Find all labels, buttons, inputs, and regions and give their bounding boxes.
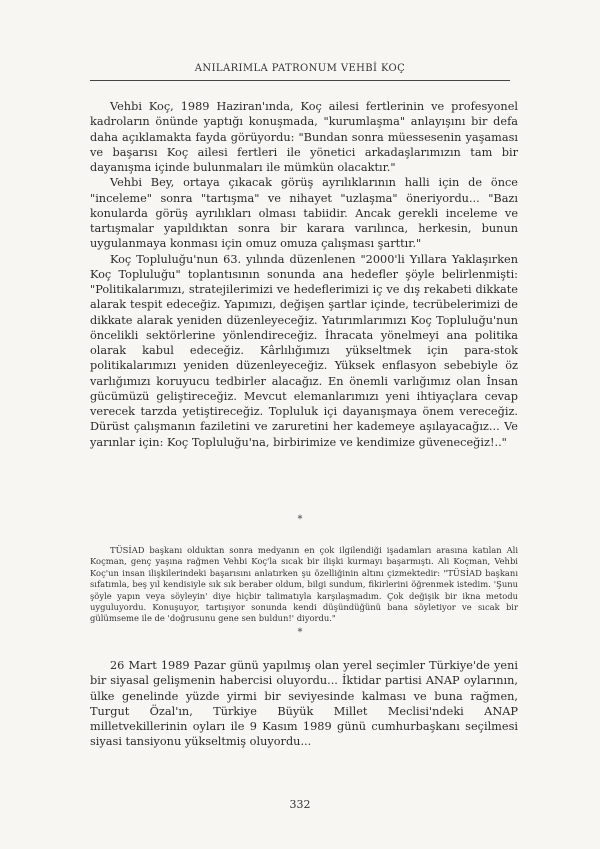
paragraph-3: Koç Topluluğu'nun 63. yılında düzenlenen "2000'li Yıllara Yaklaşırken Koç Topluluğu" toplantısının sonunda ana hedefler şöyle belirlenmişti: "Politikalarımızı, stratejilerimizi ve hedeflerimizi iç ve dış rekabeti dikkate alarak tespit edeceğiz. Yapımızı, değişen şartlar içinde, tecrübelerimizi de dikkate alarak yeniden düzenleyeceğiz. Yatırımlarımızı Koç Topluluğu'nun öncelikli sektörlerine yönlendireceğiz. İhracata yönelmeyi ana politika olarak kabul edeceğiz. Kârlılığımızı yükseltmek için para-stok politikalarımızı yeniden düzenleyeceğiz. Yüksek enflasyon sebebiyle öz varlığımızı koruyucu tedbirler alacağız. En önemli varlığımız olan İnsan gücümüzü geliştireceğiz. Mevcut elemanlarımızı yeni ihtiyaçlara cevap verecek tarzda yetiştireceğiz. Topluluk içi dayanışmaya önem vereceğiz. Dürüst çalışmanın faziletini ve zaruretini her kademeye aşılayacağız... Ve yarınlar için: Koç Topluluğu'na, birbirimize ve kendimize güveneceğiz!.." (90, 252, 518, 449)
main-text (90, 99, 518, 450)
section-separator: * (297, 514, 303, 525)
paragraph-1: Vehbi Koç, 1989 Haziran'ında, Koç ailesi fertlerinin ve profesyonel kadroların önünde yaptığı konuşmada, "kurumlaşma" anlayışını bir defa daha açıklamakta fayda görüyordu: "Bundan sonra müessesenin yaşaması ve başarısı Koç ailesi fertleri ile yönetici arkadaşlarımızın tam bir dayanışma içinde bulunmaları ile mümkün olacaktır." (90, 100, 518, 174)
running-header: ANILARIMLA PATRONUM VEHBİ KOÇ (194, 63, 406, 74)
page-number: 332 (289, 798, 311, 811)
section-separator: * (297, 627, 303, 638)
final-section (90, 658, 518, 750)
side-note-text: TÜSİAD başkanı olduktan sonra medyanın en çok ilgilendiği işadamları arasına katılan Ali Koçman, genç yaşına rağmen Vehbi Koç'la sıcak bir ilişki kurmayı başarmıştı. Ali Koçman, Vehbi Koç'un insan ilişkilerindeki başarısını anlatırken şu özelliğinin altını çizmektedir: "TÜSİAD başkanı sıfatımla, beş yıl kendisiyle sık sık beraber oldum, bilgi sundum, fikirlerini öğrenmek istedim. 'Şunu şöyle yapın veya söyleyin' diye hiçbir talimatıyla karşılaşmadım. Çok değişik bir ikna metodu uyguluyordu. Konuşuyor, tartışıyor sonunda kendi düşündüğünü bana söyletiyor ve sıcak bir gülümseme ile de 'doğrusunu gene sen buldun!' diyordu." (90, 545, 518, 624)
header-rule (90, 80, 510, 81)
side-note (90, 545, 518, 625)
paragraph-2: Vehbi Bey, ortaya çıkacak görüş ayrılıklarının halli için de önce "inceleme" sonra "tartışma" ve nihayet "uzlaşma" öneriyordu... "Bazı konularda görüş ayrılıkları olması tabiidir. Ancak gerekli inceleme ve tartışmalar yapıldıktan sonra bir karara varılınca, herkesin, bunun uygulanmaya konması için omuz omuza çalışması şarttır." (90, 176, 518, 251)
final-paragraph: 26 Mart 1989 Pazar günü yapılmış olan yerel seçimler Türkiye'de yeni bir siyasal gelişmenin habercisi oluyordu... İktidar partisi ANAP oylarının, ülke genelinde yüzde yirmi bir seviyesinde kalması ve buna rağmen, Turgut Özal'ın, Türkiye Büyük Millet Meclisi'ndeki ANAP milletvekillerinin oyları ile 9 Kasım 1989 günü cumhurbaşkanı seçilmesi siyasi tansiyonu yükseltmiş oluyordu... (90, 659, 518, 749)
